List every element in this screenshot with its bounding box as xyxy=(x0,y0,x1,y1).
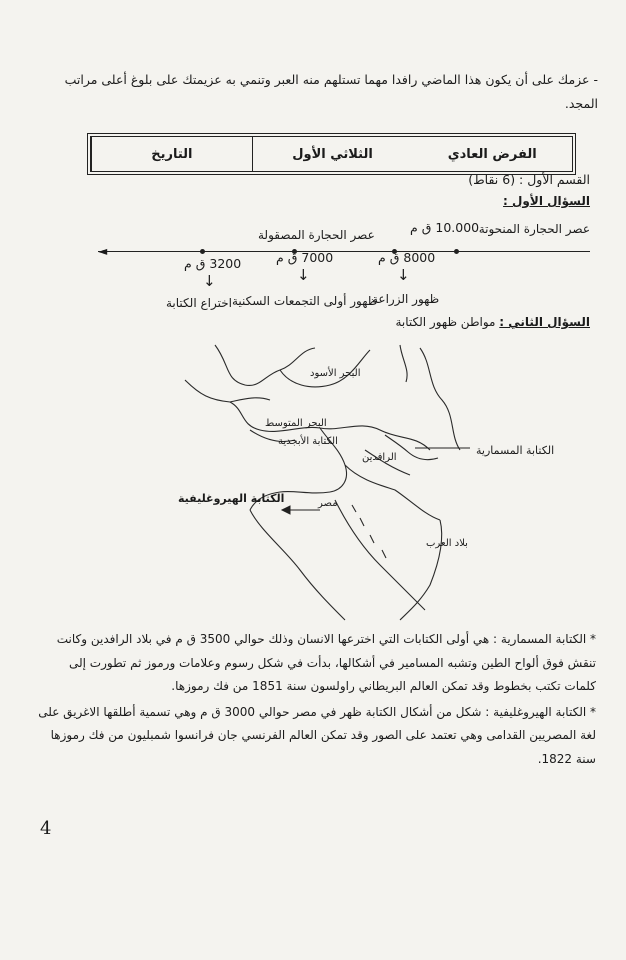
header-exam-type: الفرض العادي xyxy=(447,146,537,162)
notes xyxy=(36,628,596,773)
timeline-tick xyxy=(454,249,459,254)
date-7000: 7000 ق م xyxy=(276,250,334,265)
exam-header-table xyxy=(90,136,573,172)
header-term: الثلاثي الأول xyxy=(252,137,413,171)
down-arrow-icon: ↓ xyxy=(203,272,216,290)
header-subject: التاريخ xyxy=(91,137,252,171)
question-2 xyxy=(395,315,590,329)
era-chipped-stone: عصر الحجارة المنحوتة xyxy=(478,222,590,236)
timeline-tick xyxy=(200,249,205,254)
question-1-title: السؤال الأول : xyxy=(503,194,590,208)
date-3200: 3200 ق م xyxy=(184,256,242,271)
map-label-alphabetic: الكتابة الأبجدية xyxy=(278,436,338,447)
era-polished-stone: عصر الحجارة المصقولة xyxy=(258,228,375,242)
map-label-cuneiform: الكتابة المسمارية xyxy=(476,444,555,457)
page-number: 4 xyxy=(40,818,52,839)
map-label-hieroglyphic: الكتابة الهيروغليفية xyxy=(178,492,285,505)
event-settlements: ظهور أولى التجمعات السكنية xyxy=(232,294,378,308)
section-title: القسم الأول : (6 نقاط) xyxy=(468,172,590,187)
map-label-mesopotamia: الرافدين xyxy=(362,452,397,463)
event-writing: اختراع الكتابة xyxy=(166,296,232,310)
question-2-text: مواطن ظهور الكتابة xyxy=(395,315,496,329)
down-arrow-icon: ↓ xyxy=(397,266,410,284)
event-agriculture: ظهور الزراعة xyxy=(372,292,440,306)
map-label-black-sea: البحر الأسود xyxy=(310,368,361,379)
writing-origins-map xyxy=(170,340,470,625)
question-2-label: السؤال الثاني : xyxy=(499,315,590,329)
map-sketch xyxy=(170,340,470,625)
timeline-axis xyxy=(98,251,590,252)
note-hieroglyphic: * الكتابة الهيروغليفية : شكل من أشكال الكتابة ظهر في مصر حوالي 3000 ق م وهي تسمية أطلقها الاغريق على لغة المصريين القدامى وهي تعتمد على الصور وقد تمكن العالم الفرنسي جان فرانسوا شمبليون من فك رموزها سنة 1822. xyxy=(38,704,596,766)
map-label-egypt: مصر xyxy=(318,498,338,509)
timeline-arrow-icon: ◄ xyxy=(98,244,108,258)
note-cuneiform: * الكتابة المسمارية : هي أولى الكتابات التي اخترعها الانسان وذلك حوالي 3500 ق م في بلاد الرافدين وكانت تنقش فوق ألواح الطين وتشبه المسامير في أشكالها، بدأت في شكل رسوم وعلامات ورموز ثم تطورت إلى كلمات تكتب بخطوط وقد تمكن العالم البريطاني راولسون سنة 1851 من فك رموزها. xyxy=(56,632,596,693)
date-10000: 10.000 ق م xyxy=(410,220,480,235)
map-label-mediterranean: البحر المتوسط xyxy=(265,418,327,429)
down-arrow-icon: ↓ xyxy=(297,266,310,284)
map-label-arabia: بلاد العرب xyxy=(426,538,468,549)
intro-paragraph: - عزمك على أن يكون هذا الماضي رافدا مهما تستلهم منه العبر وتنمي به عزيمتك على بلوغ أعلى مراتب المجد. xyxy=(64,72,598,111)
date-8000: 8000 ق م xyxy=(378,250,436,265)
